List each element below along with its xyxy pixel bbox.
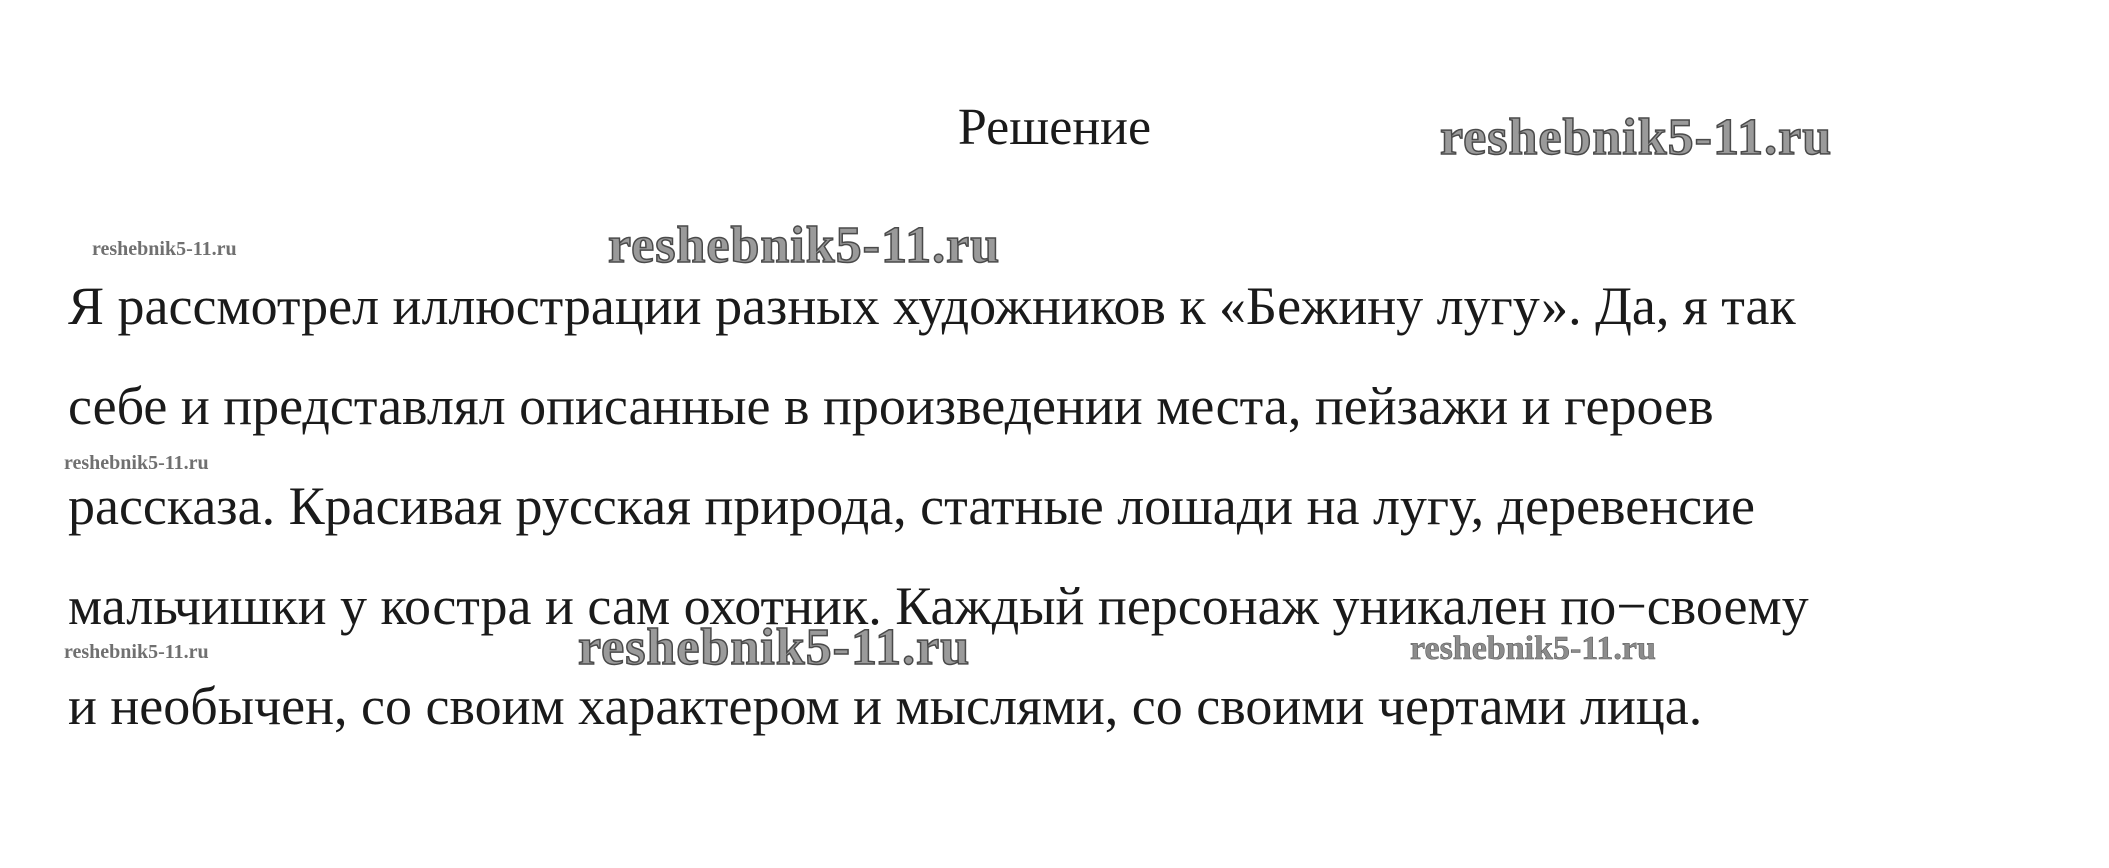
solution-paragraph [68,256,2068,756]
paragraph-line: и необычен, со своим характером и мыслями, со своими чертами лица. [68,676,1703,736]
watermark-small-3: reshebnik5-11.ru [64,641,209,663]
paragraph-line: Я рассмотрел иллюстрации разных художников к «Бежину лугу». Да, я так [68,276,1796,336]
paragraph-line: рассказа. Красивая русская природа, статные лошади на лугу, деревенсие [68,476,1755,536]
watermark-bottom-right: reshebnik5-11.ru [1410,630,1656,667]
watermark-top-right: reshebnik5-11.ru [1440,109,1833,166]
watermark-small-1: reshebnik5-11.ru [92,238,237,260]
watermark-bottom-center: reshebnik5-11.ru [578,619,971,676]
paragraph-line: мальчишки у костра и сам охотник. Каждый персонаж уникален по−своему [68,576,1809,636]
watermark-mid-left: reshebnik5-11.ru [608,217,1001,274]
paragraph-line: себе и представлял описанные в произведении места, пейзажи и героев [68,376,1714,436]
page-title: Решение [957,99,1152,156]
watermark-small-2: reshebnik5-11.ru [64,452,209,474]
